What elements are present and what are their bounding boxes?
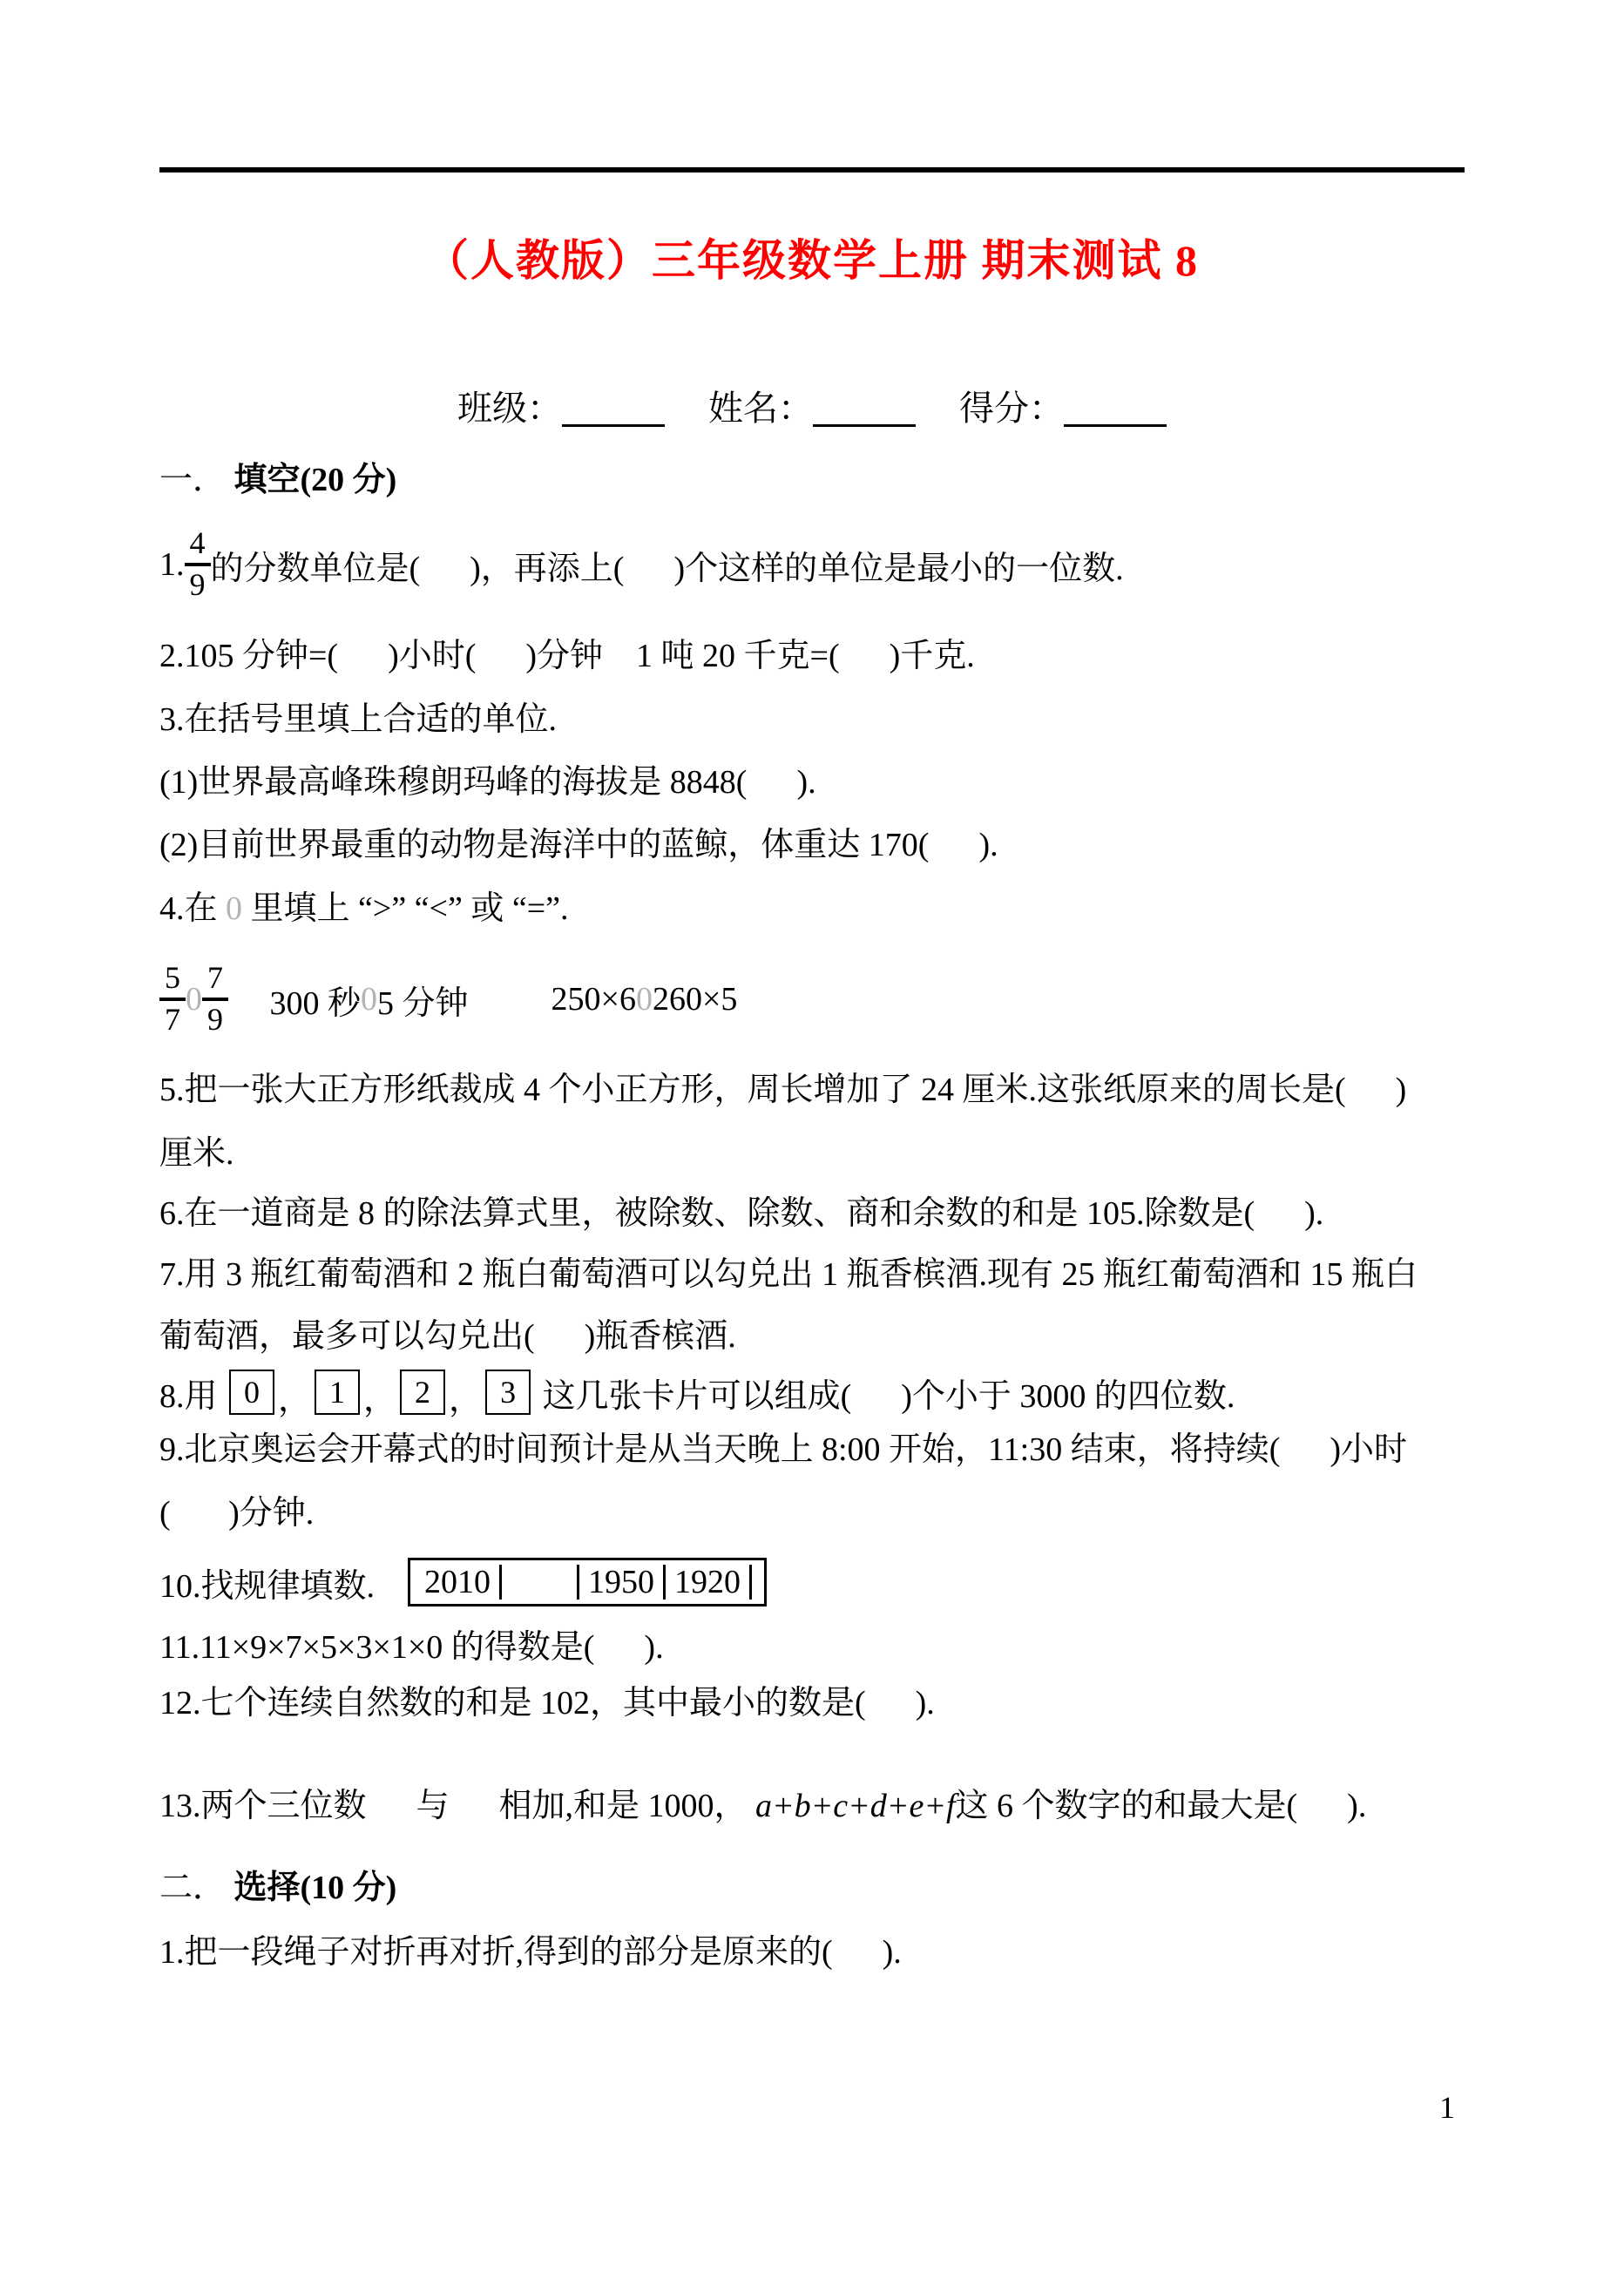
compare-text-4: 260×5 bbox=[652, 981, 738, 1018]
fraction-bar bbox=[159, 998, 186, 1001]
digit-card-2: 2 bbox=[400, 1370, 445, 1415]
fraction-denominator: 9 bbox=[189, 567, 206, 602]
fraction-5-7 bbox=[159, 962, 186, 1037]
class-label: 班级： bbox=[457, 389, 562, 428]
compare-circle-icon: 0 bbox=[186, 981, 202, 1018]
q4-text-pre: 4.在 bbox=[159, 890, 227, 927]
fill-q4-compare-row bbox=[159, 956, 737, 1043]
fill-q5-line1: 5.把一张大正方形纸裁成 4 个小正方形，周长增加了 24 厘米.这张纸原来的周长是( ) bbox=[159, 1072, 1407, 1108]
top-rule bbox=[159, 167, 1465, 172]
digit-card-3: 3 bbox=[485, 1370, 531, 1415]
score-blank bbox=[1064, 395, 1167, 427]
fraction-4-9 bbox=[185, 527, 211, 602]
name-blank bbox=[813, 395, 916, 427]
score-label: 得分： bbox=[959, 389, 1064, 428]
section1-title: 填空(20 分) bbox=[233, 462, 397, 498]
fraction-bar bbox=[185, 563, 211, 566]
q1-text: 的分数单位是( )，再添上( )个这样的单位是最小的一位数. bbox=[210, 550, 1124, 587]
meta-line bbox=[0, 389, 1624, 429]
fill-q10 bbox=[159, 1556, 767, 1608]
q13-math-expression: a+b+c+d+e+f bbox=[755, 1788, 956, 1824]
q4-text-rest: 里填上 “>” “<” 或 “=”. bbox=[242, 890, 569, 927]
section2-number: 二． bbox=[159, 1870, 234, 1906]
compare-text-2: 5 分钟 bbox=[377, 984, 551, 1022]
fraction-denominator: 7 bbox=[165, 1002, 180, 1037]
choice-q1: 1.把一段绳子对折再对折,得到的部分是原来的( ). bbox=[159, 1934, 902, 1971]
q1-number: 1. bbox=[159, 546, 185, 583]
page-number: 1 bbox=[1439, 2090, 1455, 2125]
fill-q4 bbox=[159, 889, 569, 929]
compare-text-1: 300 秒 bbox=[228, 984, 362, 1022]
section2-header bbox=[159, 1868, 396, 1908]
fill-q2: 2.105 分钟=( )小时( )分钟 1 吨 20 千克=( )千克. bbox=[159, 638, 975, 674]
compare-circle-icon: 0 bbox=[635, 981, 653, 1018]
q8-text-rest: 这几张卡片可以组成( )个小于 3000 的四位数. bbox=[534, 1377, 1235, 1415]
table-cell: 2010 bbox=[424, 1564, 491, 1600]
fill-q9-line2: ( )分钟. bbox=[159, 1495, 315, 1532]
section1-number: 一． bbox=[159, 462, 234, 498]
section1-header bbox=[159, 460, 396, 500]
q13-text-rest: 这 6 个数字的和最大是( ). bbox=[955, 1788, 1367, 1824]
fill-q13 bbox=[159, 1786, 1366, 1826]
fraction-numerator: 4 bbox=[189, 525, 206, 561]
name-label: 姓名： bbox=[708, 389, 813, 428]
fill-q12: 12.七个连续自然数的和是 102，其中最小的数是( ). bbox=[159, 1685, 935, 1721]
fill-q7-line1: 7.用 3 瓶红葡萄酒和 2 瓶白葡萄酒可以勾兑出 1 瓶香槟酒.现有 25 瓶红葡萄酒和 15 瓶白 bbox=[159, 1256, 1418, 1293]
compare-circle-icon: 0 bbox=[226, 890, 243, 927]
fill-q11: 11.11×9×7×5×3×1×0 的得数是( ). bbox=[159, 1629, 664, 1666]
fill-q3: 3.在括号里填上合适的单位. bbox=[159, 701, 558, 738]
fill-q5-line2: 厘米. bbox=[159, 1135, 234, 1172]
fill-q3-sub2: (2)目前世界最重的动物是海洋中的蓝鲸，体重达 170( ). bbox=[159, 827, 998, 863]
fill-q7-line2: 葡萄酒，最多可以勾兑出( )瓶香槟酒. bbox=[159, 1318, 736, 1355]
compare-circle-icon: 0 bbox=[361, 981, 378, 1018]
q10-label: 10.找规律填数. bbox=[159, 1567, 376, 1605]
digit-card-0: 0 bbox=[229, 1370, 274, 1415]
q8-comma: ， bbox=[278, 1382, 312, 1418]
fill-q1 bbox=[159, 518, 1124, 611]
q8-comma: ， bbox=[449, 1382, 483, 1418]
q8-comma: ， bbox=[363, 1382, 397, 1418]
fraction-7-9 bbox=[202, 962, 228, 1037]
table-cell: 1920 bbox=[674, 1564, 741, 1600]
digit-card-1: 1 bbox=[315, 1370, 360, 1415]
fill-q8 bbox=[159, 1364, 1235, 1420]
compare-text-3: 250×6 bbox=[551, 981, 636, 1018]
table-blank-cell bbox=[502, 1582, 577, 1583]
page-title: （人教版）三年级数学上册 期末测试 8 bbox=[425, 236, 1199, 285]
q13-text-pre: 13.两个三位数 与 相加,和是 1000， bbox=[159, 1788, 756, 1824]
table-blank-cell bbox=[752, 1582, 764, 1583]
fraction-numerator: 5 bbox=[165, 960, 180, 996]
table-cell: 1950 bbox=[588, 1564, 655, 1600]
fill-q6: 6.在一道商是 8 的除法算式里，被除数、除数、商和余数的和是 105.除数是( ). bbox=[159, 1195, 1324, 1232]
q8-text-pre: 8.用 bbox=[159, 1377, 227, 1415]
fill-q9-line1: 9.北京奥运会开幕式的时间预计是从当天晚上 8:00 开始，11:30 结束，将持续( )小时 bbox=[159, 1431, 1408, 1468]
fraction-denominator: 9 bbox=[207, 1002, 223, 1037]
number-pattern-table bbox=[408, 1558, 767, 1606]
fill-q3-sub1: (1)世界最高峰珠穆朗玛峰的海拔是 8848( ). bbox=[159, 764, 816, 801]
fraction-numerator: 7 bbox=[207, 960, 223, 996]
fraction-bar bbox=[202, 998, 228, 1001]
section2-title: 选择(10 分) bbox=[233, 1870, 397, 1906]
class-blank bbox=[562, 395, 665, 427]
